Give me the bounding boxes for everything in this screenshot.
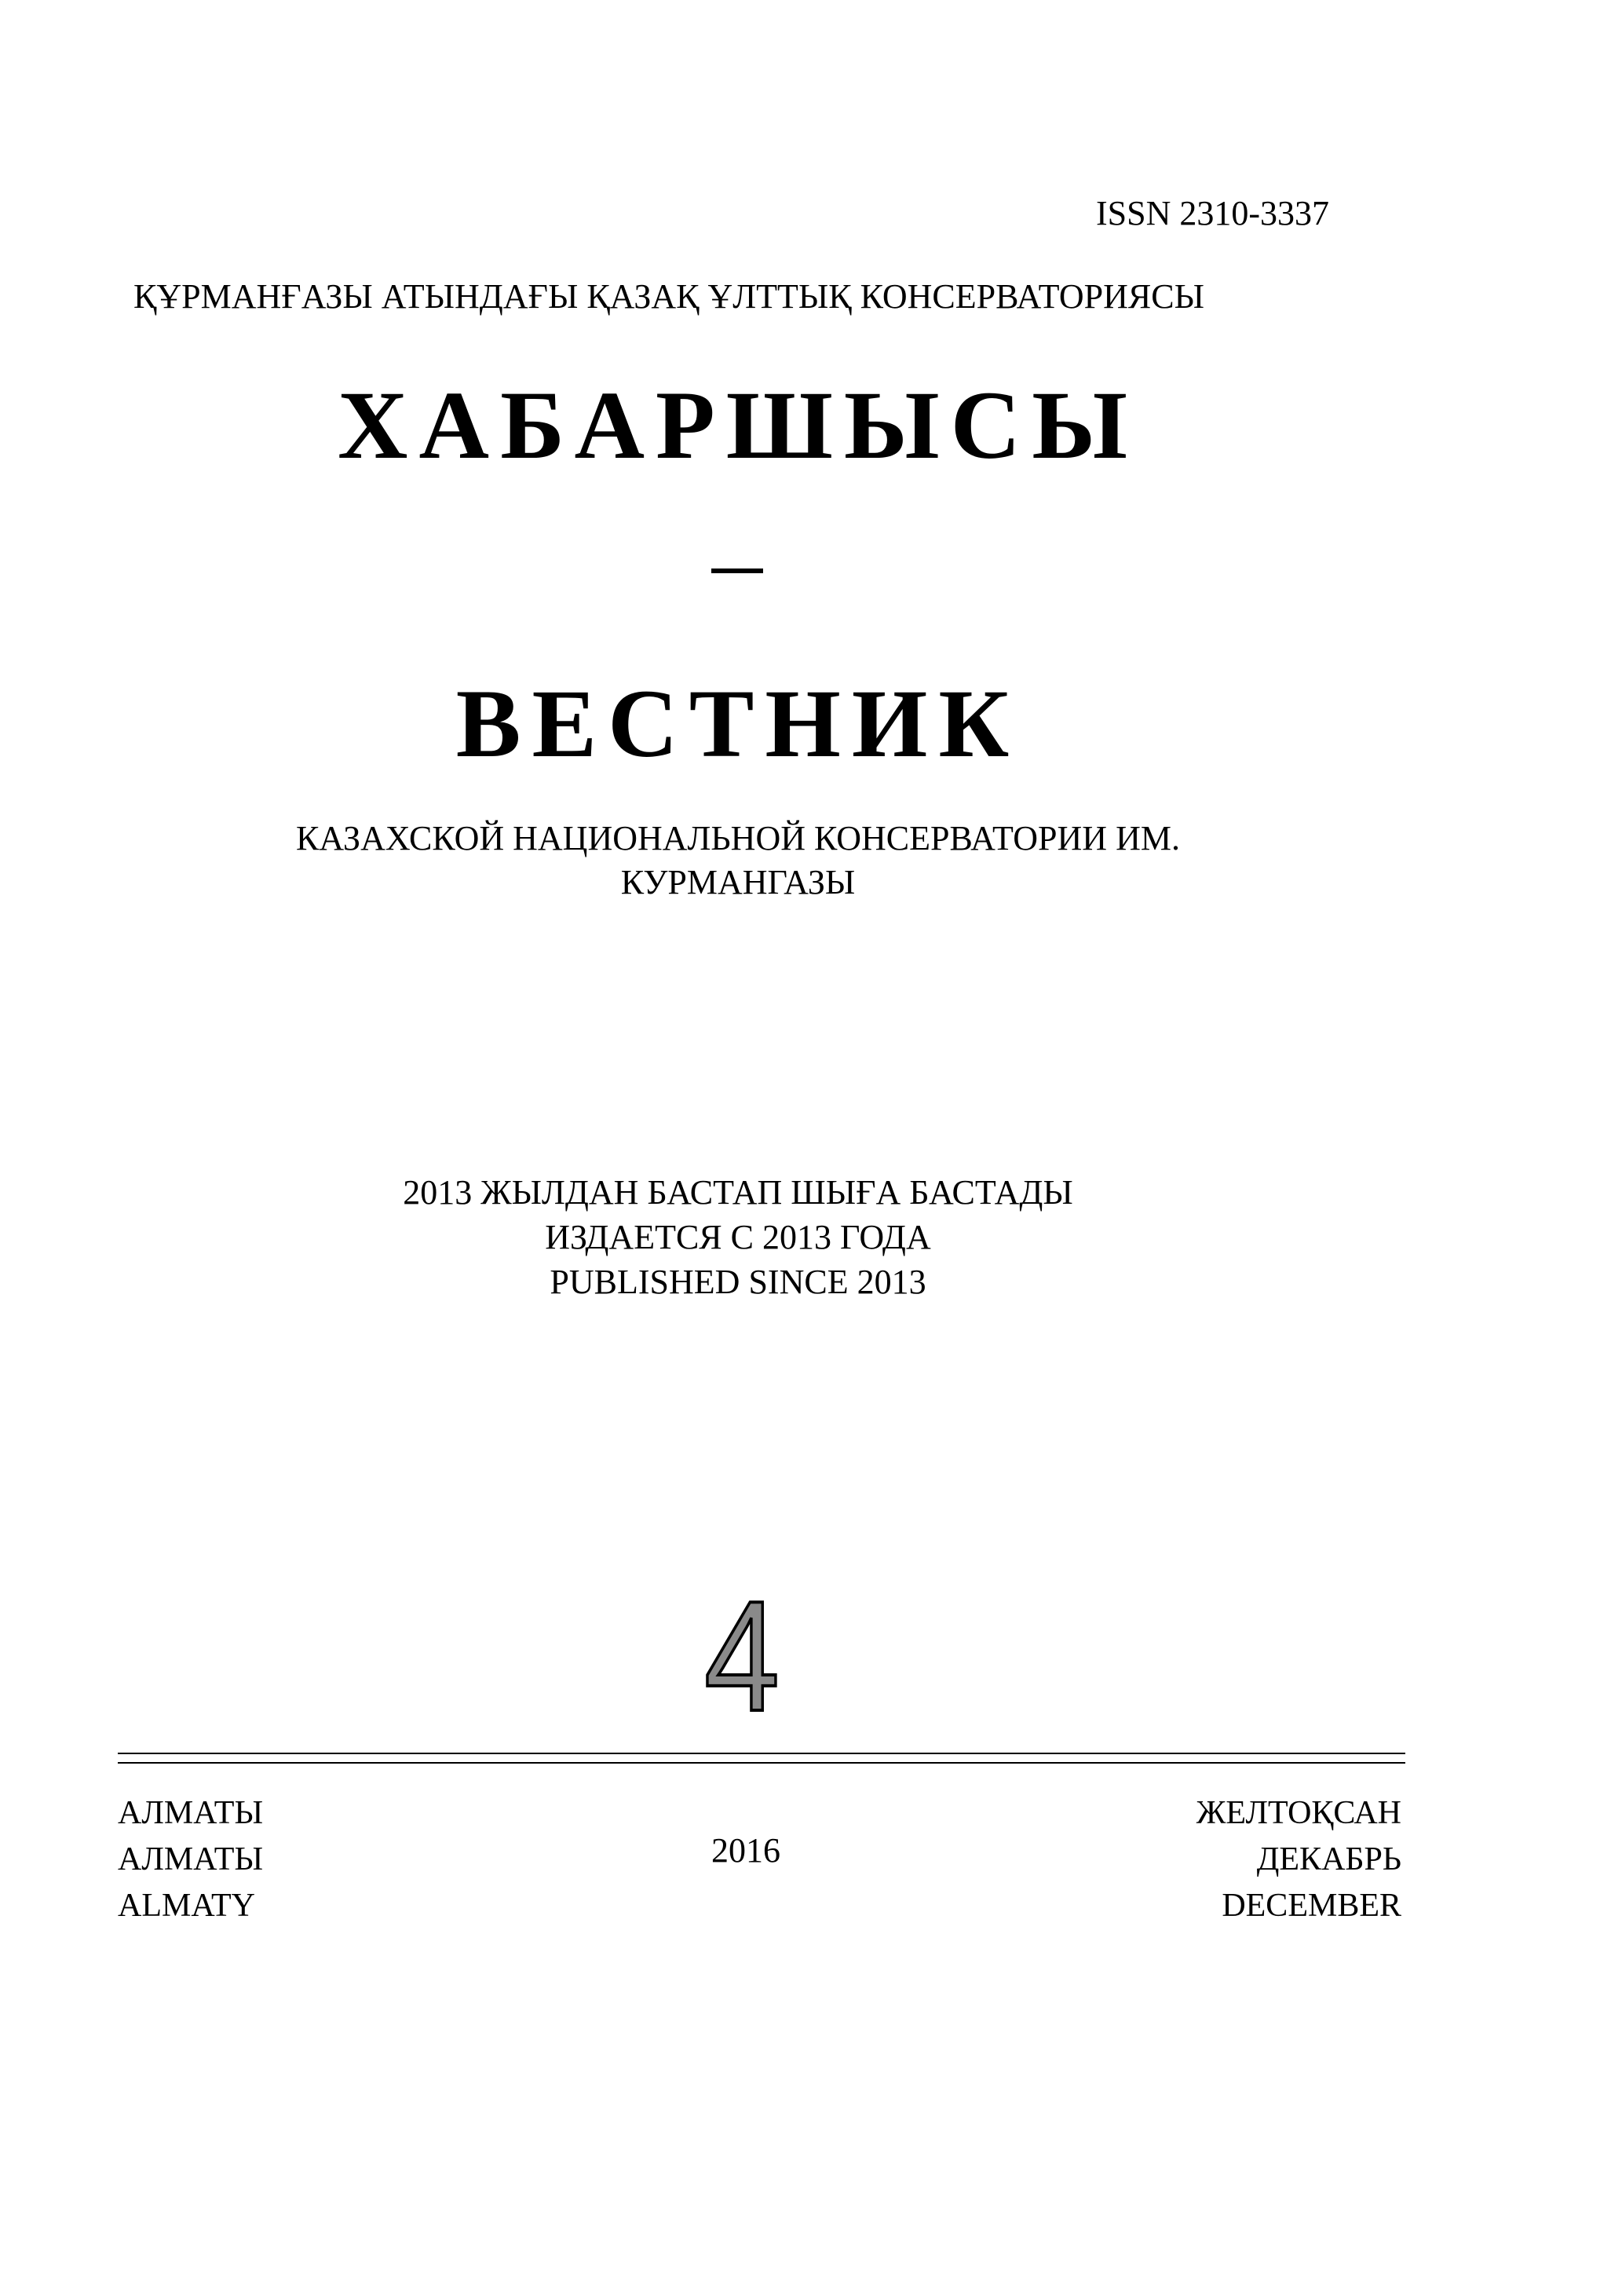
institution-name-russian-line1: КАЗАХСКОЙ НАЦИОНАЛЬНОЙ КОНСЕРВАТОРИИ ИМ. xyxy=(296,819,1180,857)
footer-rule-bottom xyxy=(118,1762,1405,1764)
title-separator-dash xyxy=(711,569,763,573)
city-kazakh: АЛМАТЫ xyxy=(118,1795,264,1831)
month-english: DECEMBER xyxy=(1222,1888,1401,1924)
city-russian: АЛМАТЫ xyxy=(118,1841,264,1877)
institution-name-russian-line2: КУРМАНГАЗЫ xyxy=(620,863,856,901)
journal-title-kazakh: ХАБАРШЫСЫ xyxy=(338,371,1138,479)
institution-name-kazakh: ҚҰРМАНҒАЗЫ АТЫНДАҒЫ ҚАЗАҚ ҰЛТТЫҚ КОНСЕРВАТОРИЯСЫ xyxy=(133,277,1204,316)
institution-name-russian xyxy=(0,817,1476,905)
month-kazakh: ЖЕЛТОҚСАН xyxy=(1196,1795,1401,1831)
issue-number-graphic xyxy=(699,1592,785,1718)
issue-number xyxy=(699,1592,785,1718)
city-english: ALMATY xyxy=(118,1888,255,1924)
issue-number-text: 4 xyxy=(704,1592,780,1718)
published-since-kazakh: 2013 ЖЫЛДАН БАСТАП ШЫҒА БАСТАДЫ xyxy=(403,1173,1073,1212)
footer-rule-top xyxy=(118,1753,1405,1754)
journal-title-russian: ВЕСТНИК xyxy=(455,670,1021,777)
month-block xyxy=(1060,1790,1401,1929)
published-since-english: PUBLISHED SINCE 2013 xyxy=(550,1263,926,1301)
publication-year: 2016 xyxy=(711,1831,780,1870)
published-since-block xyxy=(0,1170,1476,1304)
month-russian: ДЕКАБРЬ xyxy=(1256,1841,1401,1877)
issn-number: ISSN 2310-3337 xyxy=(1096,194,1330,232)
published-since-russian: ИЗДАЕТСЯ С 2013 ГОДА xyxy=(545,1218,931,1256)
